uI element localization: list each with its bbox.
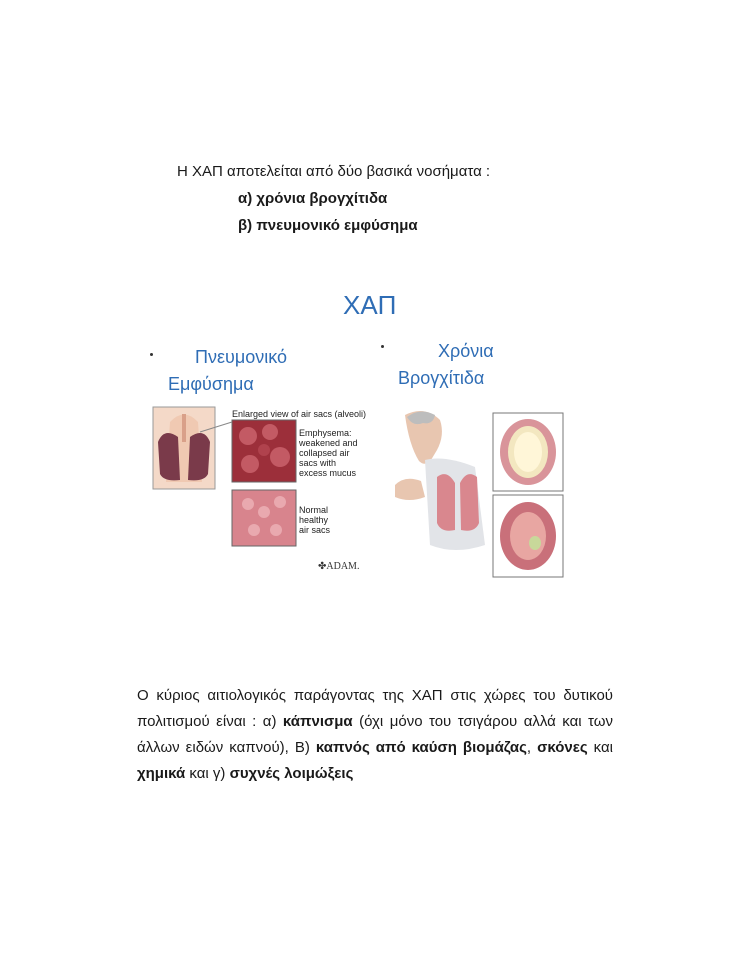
para-text-4: και [587,739,613,756]
label-normal-1: Normal [299,505,329,515]
label-emphysema-3: collapsed air [299,448,350,458]
right-heading-2: Βρογχίτιδα [398,368,485,388]
label-normal-3: air sacs [299,525,331,535]
label-normal-2: healthy [299,515,329,525]
bronchitis-illustration [385,405,567,585]
label-enlarged: Enlarged view of air sacs (alveoli) [232,409,367,419]
intro-block [177,158,490,239]
intro-item-b: β) πνευμονικό εμφύσημα [238,217,418,234]
slide-title: ΧΑΠ [343,290,397,320]
bullet-right [381,345,384,348]
para-text-5: και γ) [185,765,230,782]
para-bold-dust: σκόνες [537,739,588,756]
para-text-1: Ο κύριος αιτιολογικός παράγοντας της ΧΑΠ στις χώρες του δυτικού πολιτισμού είναι : α) [137,687,613,730]
main-paragraph [137,683,613,787]
bullet-left [150,353,153,356]
adam-credit: ✤ADAM. [318,561,360,572]
label-emphysema-2: weakened and [299,438,358,448]
left-heading-2: Εμφύσημα [168,374,254,394]
para-text-3: , [526,739,538,756]
right-heading-1: Χρόνια [438,341,494,361]
left-heading-1: Πνευμονικό [195,347,288,367]
para-bold-biomass: καπνός από καύση βιομάζας [315,739,527,756]
label-emphysema-1: Emphysema: [299,428,352,438]
para-text-2: (όχι μόνο του τσιγάρου αλλά και των άλλων ειδών καπνού), Β) [137,713,613,756]
para-bold-infections: συχνές λοιμώξεις [229,765,354,782]
label-emphysema-4: sacs with [299,458,337,468]
para-bold-chemicals: χημικά [137,765,186,782]
para-bold-smoking: κάπνισμα [282,713,353,730]
intro-item-a: α) χρόνια βρογχίτιδα [238,190,388,207]
label-emphysema-5: excess mucus [299,468,357,478]
intro-line: Η ΧΑΠ αποτελείται από δύο βασικά νοσήματα : [177,163,491,180]
